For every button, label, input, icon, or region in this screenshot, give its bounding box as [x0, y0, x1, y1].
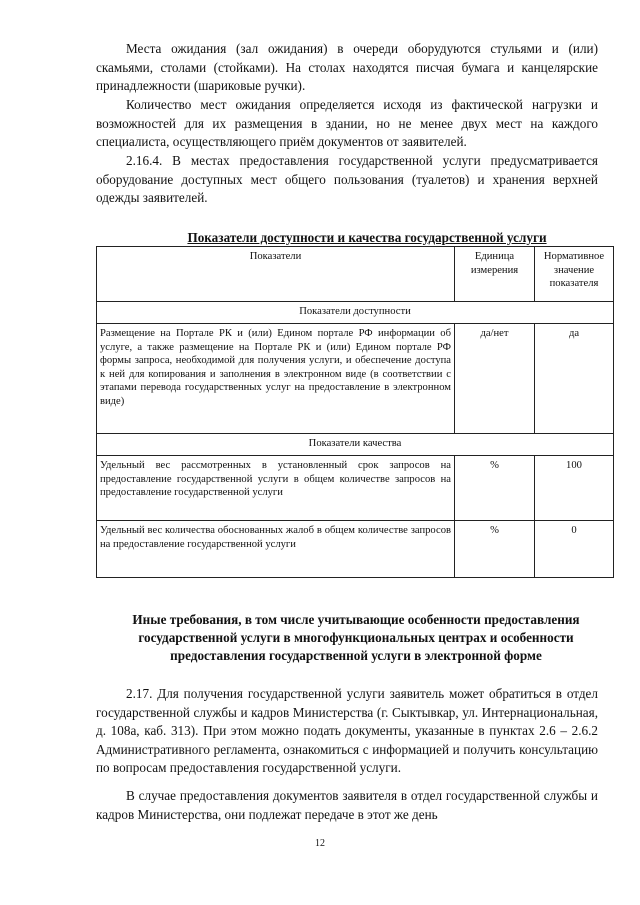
paragraph-2-16-4: 2.16.4. В местах предоставления государственной услуги предусматривается оборудование доступных мест общего пользования (туалетов) и хранения верхней одежды заявителей. [96, 153, 598, 206]
indicators-table [96, 246, 614, 578]
section-row-quality [97, 434, 614, 456]
paragraph-documents-transfer: В случае предоставления документов заявителя в отдел государственной службы и кадров Министерства, они подлежат передаче в этот же день [96, 788, 598, 822]
row1-norm: да [535, 324, 614, 434]
table-header-row [97, 247, 614, 302]
table-row [97, 456, 614, 521]
table-row [97, 324, 614, 434]
paragraph-waiting-count: Количество мест ожидания определяется исходя из фактической нагрузки и возможностей для их размещения в здании, но не менее двух мест на каждого специалиста, осуществляющего приём документов от заявителей. [96, 97, 598, 150]
section-quality-label: Показатели качества [97, 434, 614, 456]
row3-unit: % [455, 521, 535, 578]
row2-indicator: Удельный вес рассмотренных в установленный срок запросов на предоставление государственной услуги в общем количестве запросов на предоставление государственной услуги [97, 456, 455, 521]
section-access-label: Показатели доступности [97, 302, 614, 324]
paragraph-waiting-places: Места ожидания (зал ожидания) в очереди оборудуются стульями и (или) скамьями, столами (стойками). На столах находятся писчая бумага и канцелярские принадлежности (шариковые ручки). [96, 41, 598, 94]
paragraph-2-17: 2.17. Для получения государственной услуги заявитель может обратиться в отдел государственной службы и кадров Министерства (г. Сыктывкар, ул. Интернациональная, д. 108а, каб. 313). При этом можно подать документы, указанные в пунктах 2.6 – 2.6.2 Административного регламента, ознакомиться с информацией и получить консультацию по вопросам предоставления государственной услуги. [96, 686, 598, 776]
row2-unit: % [455, 456, 535, 521]
header-norm: Нормативное значение показателя [535, 247, 614, 302]
page-number: 12 [315, 838, 325, 849]
row3-norm: 0 [535, 521, 614, 578]
row2-norm: 100 [535, 456, 614, 521]
header-unit: Единица измерения [455, 247, 535, 302]
section-heading-other-requirements: Иные требования, в том числе учитывающие особенности предоставления государственной услуги в многофункциональных центрах и особенности предоставления государственной услуги в электронной форме [132, 612, 580, 663]
row3-indicator: Удельный вес количества обоснованных жалоб в общем количестве запросов на предоставление государственной услуги [97, 521, 455, 578]
table-row [97, 521, 614, 578]
row1-indicator: Размещение на Портале РК и (или) Едином портале РФ информации об услуге, а также размещение на Портале РК и (или) Едином портале РФ формы запроса, необходимой для получения услуги, и обеспечение доступа к ней для копирования и заполнения в электронном виде (в соответствии с этапами перевода государственных услуг на предоставление в электронном виде) [97, 324, 455, 434]
section-row-access [97, 302, 614, 324]
header-indicator: Показатели [97, 247, 455, 302]
row1-unit: да/нет [455, 324, 535, 434]
table-title: Показатели доступности и качества государственной услуги [187, 230, 547, 245]
